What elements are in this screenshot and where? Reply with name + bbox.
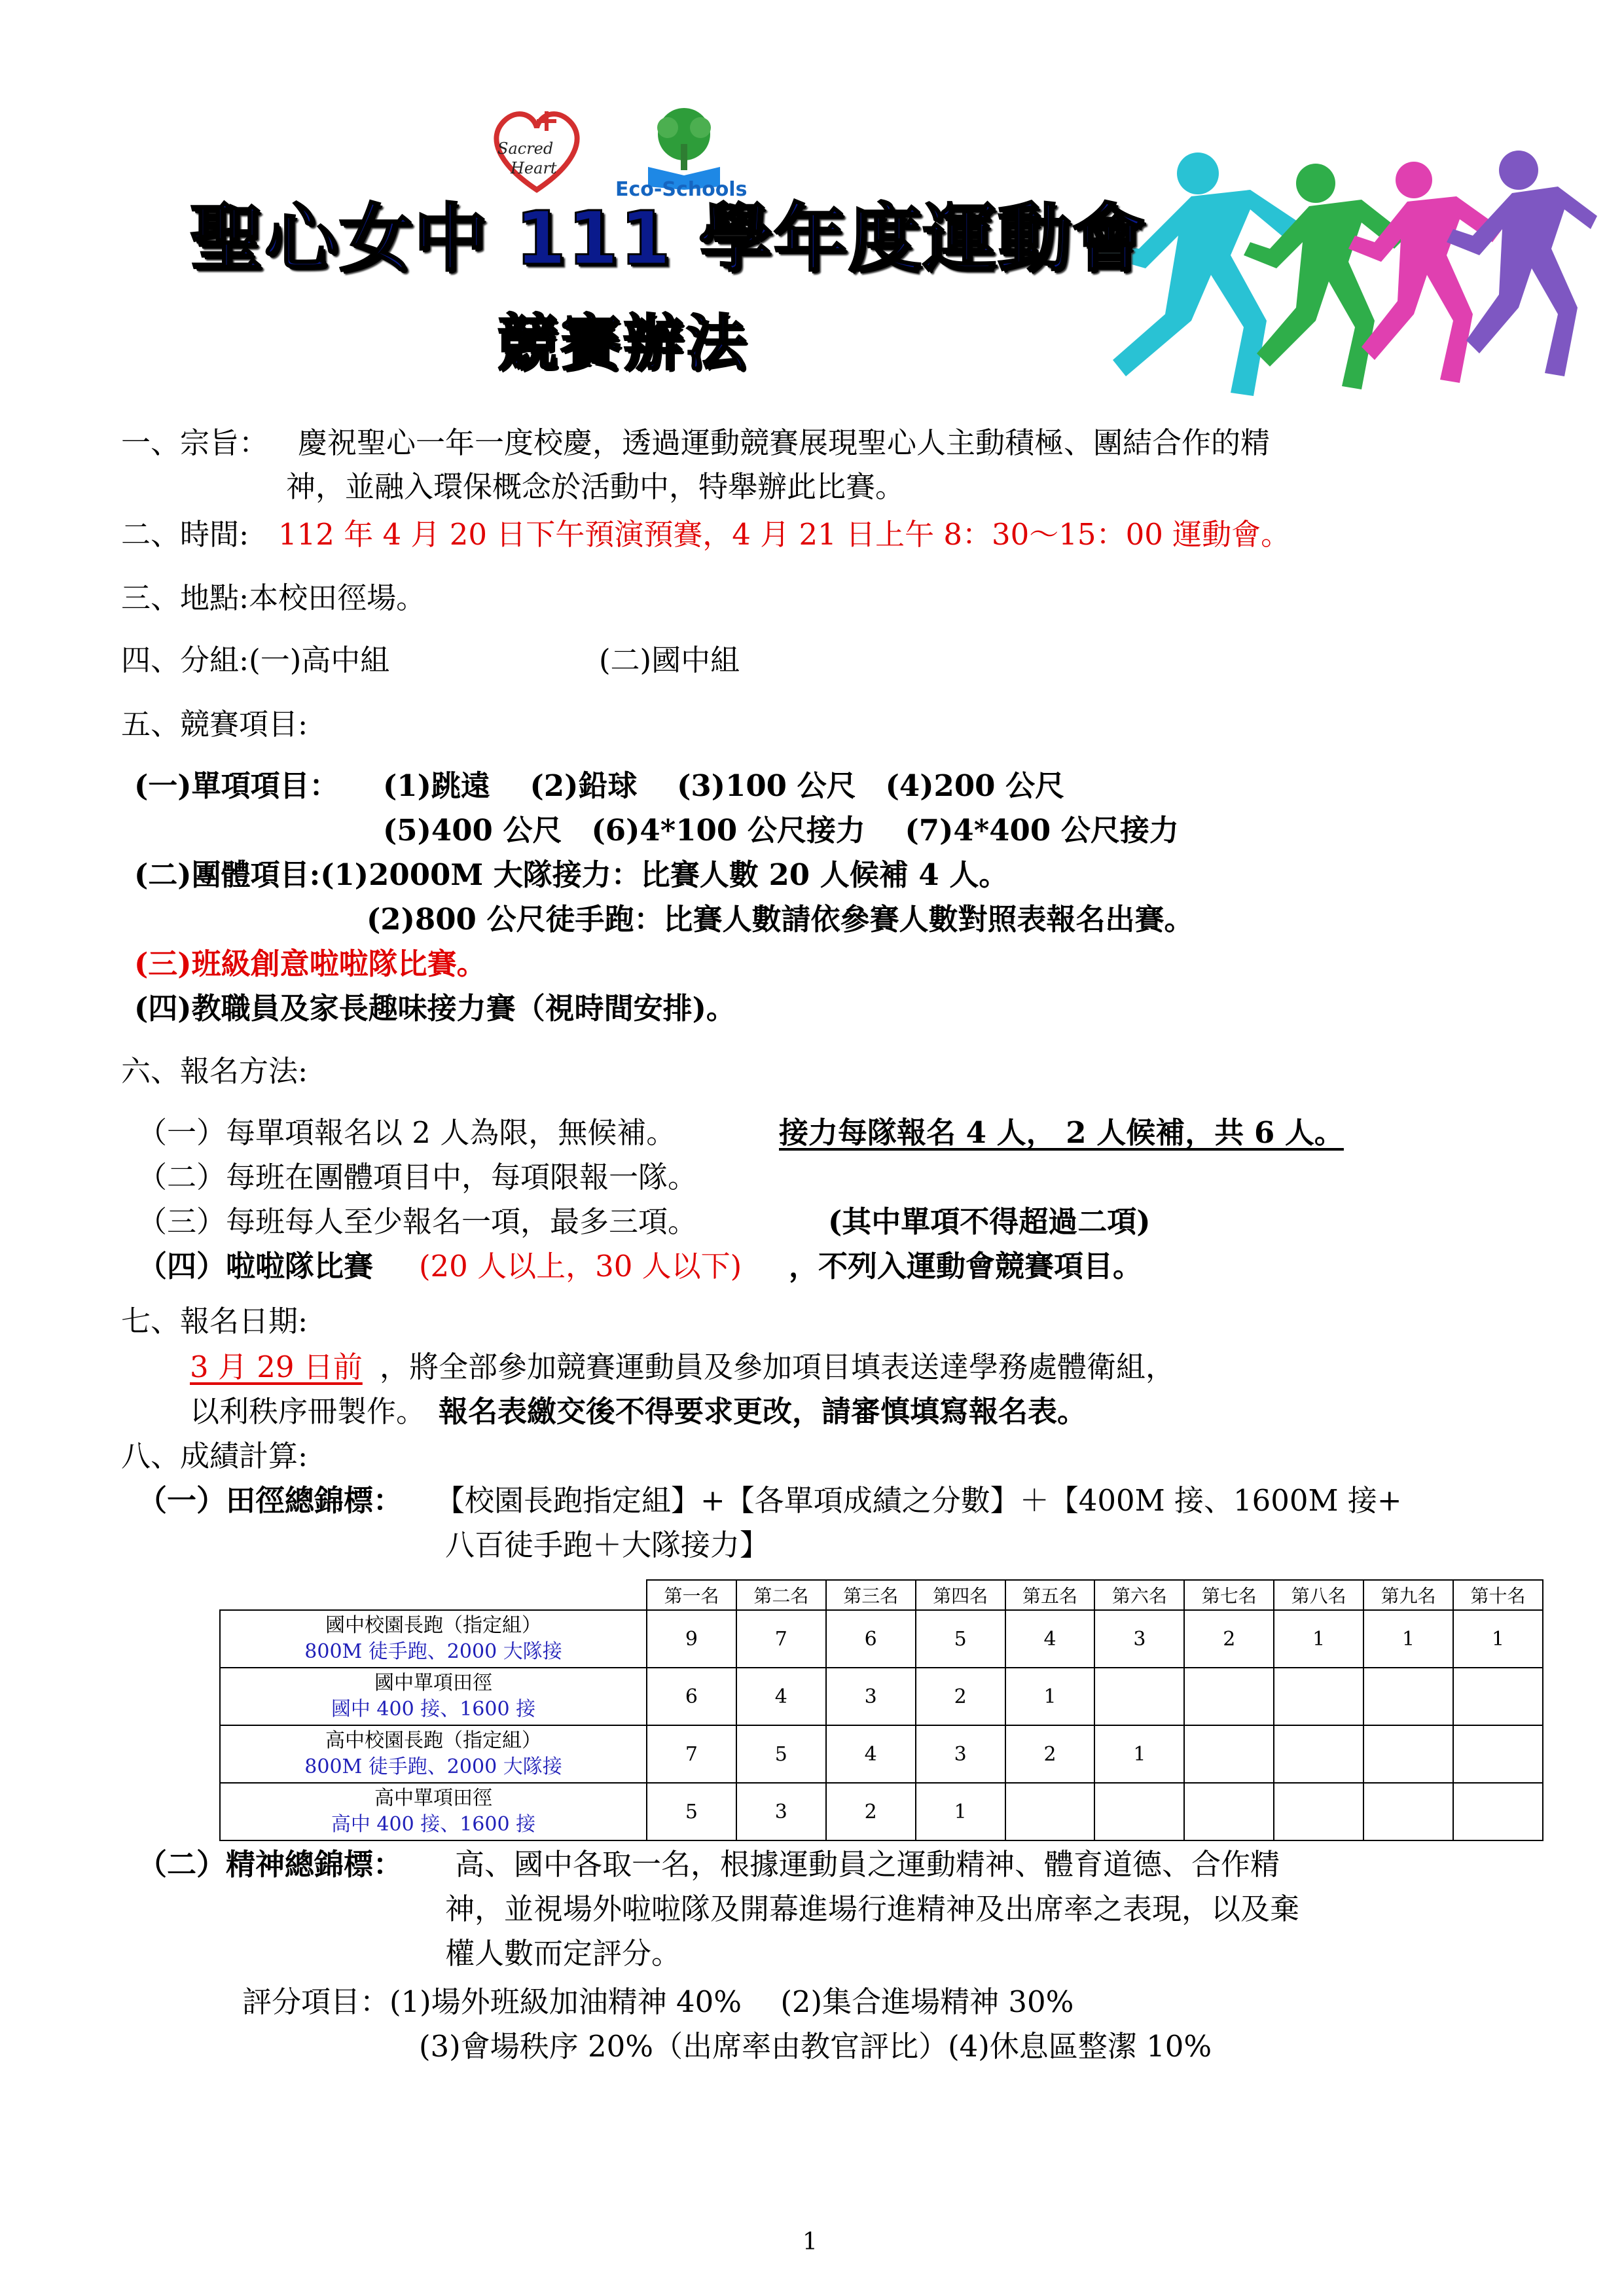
header-cell: 第十名 [1453, 1580, 1543, 1610]
s6-3-b: (其中單項不得超過二項) [828, 1204, 1151, 1239]
s1-line2: 神，並融入環保概念於活動中，特舉辦此比賽。 [286, 469, 905, 504]
score-cell: 1 [1094, 1725, 1184, 1783]
s8-3-line2: (3)會場秩序 20%（出席率由教官評比）(4)休息區整潔 10% [419, 2029, 1212, 2064]
header-cell: 第八名 [1274, 1580, 1363, 1610]
s7-line2-warning: 報名表繳交後不得要求更改，請審慎填寫報名表。 [439, 1394, 1087, 1429]
s5-heading: 五、競賽項目: [121, 707, 308, 742]
s6-2: （二）每班在團體項目中，每項限報一隊。 [137, 1160, 698, 1194]
header-cell: 第九名 [1363, 1580, 1453, 1610]
score-cell [1274, 1725, 1363, 1783]
s8-2-line1: 高、國中各取一名，根據運動員之運動精神、體育道德、合作精 [455, 1847, 1280, 1882]
score-cell: 1 [1005, 1668, 1095, 1725]
page-title: 聖心女中 111 學年度運動會 [190, 196, 1147, 281]
table-row [220, 1783, 1543, 1840]
score-cell: 2 [916, 1668, 1005, 1725]
s8-2-label: （二）精神總錦標： [137, 1847, 403, 1882]
s8-1-formula: 【校園長跑指定組】+【各單項成績之分數】＋【400M 接、1600M 接+ [435, 1483, 1402, 1518]
score-cell [1453, 1668, 1543, 1725]
score-cell [1453, 1783, 1543, 1840]
svg-text:Sacred: Sacred [497, 139, 554, 158]
row-label-sub: 800M 徒手跑、2000 大隊接 [304, 1640, 562, 1663]
score-cell: 5 [647, 1783, 736, 1840]
score-table-header [220, 1580, 1543, 1610]
score-cell: 2 [1005, 1725, 1095, 1783]
score-cell: 1 [1363, 1610, 1453, 1668]
s6-heading: 六、報名方法: [121, 1054, 308, 1088]
s8-1-label: （一）田徑總錦標： [137, 1483, 403, 1518]
score-cell [1363, 1668, 1453, 1725]
score-cell: 3 [1094, 1610, 1184, 1668]
score-cell [1094, 1783, 1184, 1840]
row-label [220, 1725, 647, 1783]
score-cell: 4 [1005, 1610, 1095, 1668]
s5-2-line1: (二)團體項目:(1)2000M 大隊接力：比賽人數 20 人候補 4 人。 [134, 857, 1009, 892]
score-cell: 1 [916, 1783, 1005, 1840]
score-cell: 2 [1184, 1610, 1274, 1668]
score-cell: 3 [916, 1725, 1005, 1783]
page-subtitle: 競賽辦法 [497, 308, 749, 378]
score-table [219, 1579, 1543, 1841]
s6-3-a: （三）每班每人至少報名一項，最多三項。 [137, 1204, 698, 1239]
row-label-main: 高中單項田徑 [374, 1787, 492, 1810]
s7-line2: 以利秩序冊製作。 [190, 1394, 426, 1429]
s1-line1: 慶祝聖心一年一度校慶，透過運動競賽展現聖心人主動積極、團結合作的精 [298, 425, 1271, 460]
score-cell: 5 [916, 1610, 1005, 1668]
score-cell [1453, 1725, 1543, 1783]
s4-junior: (二)國中組 [599, 643, 740, 677]
row-label-main: 國中校園長跑（指定組） [325, 1614, 541, 1637]
score-cell: 2 [826, 1783, 916, 1840]
s8-1-formula2: 八百徒手跑＋大隊接力】 [445, 1528, 770, 1562]
svg-text:Heart: Heart [511, 159, 557, 177]
eco-schools-label: Eco-Schools [615, 178, 748, 201]
header-cell: 第六名 [1094, 1580, 1184, 1610]
s6-4-b: (20 人以上，30 人以下) [419, 1249, 742, 1283]
row-label [220, 1783, 647, 1840]
s8-2-line3: 權人數而定評分。 [445, 1936, 681, 1971]
score-cell [1363, 1783, 1453, 1840]
score-cell: 4 [736, 1668, 826, 1725]
header-cell: 第三名 [826, 1580, 916, 1610]
score-cell: 6 [647, 1668, 736, 1725]
s2-text: 112 年 4 月 20 日下午預演預賽，4 月 21 日上午 8：30～15：00 運動會。 [278, 517, 1291, 552]
row-label-sub: 國中 400 接、1600 接 [331, 1698, 536, 1721]
header-cell: 第七名 [1184, 1580, 1274, 1610]
score-cell [1184, 1783, 1274, 1840]
table-row [220, 1610, 1543, 1668]
score-cell [1274, 1783, 1363, 1840]
header-cell: 第四名 [916, 1580, 1005, 1610]
score-cell: 4 [826, 1725, 916, 1783]
header-cell: 第五名 [1005, 1580, 1095, 1610]
row-label-sub: 800M 徒手跑、2000 大隊接 [304, 1755, 562, 1778]
score-table-corner [220, 1580, 647, 1610]
s6-4-c: ，不列入運動會競賽項目。 [789, 1249, 1143, 1283]
s4-high: 四、分組:(一)高中組 [121, 643, 390, 677]
row-label-main: 高中校園長跑（指定組） [325, 1729, 541, 1752]
s6-1-a: （一）每單項報名以 2 人為限，無候補。 [137, 1115, 676, 1150]
score-cell: 5 [736, 1725, 826, 1783]
table-row [220, 1668, 1543, 1725]
score-cell [1094, 1668, 1184, 1725]
score-cell: 9 [647, 1610, 736, 1668]
score-cell: 7 [647, 1725, 736, 1783]
s3-text: 三、地點:本校田徑場。 [121, 581, 426, 615]
header-cell: 第一名 [647, 1580, 736, 1610]
s8-2-line2: 神，並視場外啦啦隊及開幕進場行進精神及出席率之表現，以及棄 [445, 1892, 1300, 1926]
score-cell: 6 [826, 1610, 916, 1668]
s6-4-a: （四）啦啦隊比賽 [137, 1249, 374, 1283]
score-cell: 3 [736, 1783, 826, 1840]
s5-2-line2: (2)800 公尺徒手跑：比賽人數請依參賽人數對照表報名出賽。 [367, 902, 1194, 937]
score-cell [1274, 1668, 1363, 1725]
runners-illustration [1100, 144, 1597, 406]
table-row [220, 1725, 1543, 1783]
score-cell [1005, 1783, 1095, 1840]
score-cell [1363, 1725, 1453, 1783]
row-label [220, 1610, 647, 1668]
s2-label: 二、時間: [121, 517, 249, 552]
score-cell [1184, 1668, 1274, 1725]
sacred-heart-logo [484, 98, 589, 196]
s6-1-b: 接力每隊報名 4 人， 2 人候補，共 6 人。 [779, 1115, 1344, 1150]
score-cell: 1 [1274, 1610, 1363, 1668]
row-label [220, 1668, 647, 1725]
page-number: 1 [803, 2229, 818, 2255]
s5-3: (三)班級創意啦啦隊比賽。 [134, 946, 486, 981]
score-cell: 1 [1453, 1610, 1543, 1668]
s5-1-items: (1)跳遠 (2)鉛球 (3)100 公尺 (4)200 公尺 [383, 768, 1065, 803]
s5-4: (四)教職員及家長趣味接力賽（視時間安排)。 [134, 991, 736, 1026]
s7-line1: ，將全部參加競賽運動員及參加項目填表送達學務處體衛組， [380, 1350, 1176, 1384]
s7-deadline: 3 月 29 日前 [190, 1350, 363, 1384]
s7-heading: 七、報名日期: [121, 1304, 308, 1338]
row-label-main: 國中單項田徑 [374, 1672, 492, 1695]
header-cell: 第二名 [736, 1580, 826, 1610]
score-cell: 3 [826, 1668, 916, 1725]
s5-1-items2: (5)400 公尺 (6)4*100 公尺接力 (7)4*400 公尺接力 [383, 813, 1179, 848]
s5-1-label: (一)單項項目： [134, 768, 339, 803]
row-label-sub: 高中 400 接、1600 接 [331, 1813, 536, 1836]
score-cell: 7 [736, 1610, 826, 1668]
s1-label: 一、宗旨： [121, 425, 269, 460]
s8-heading: 八、成績計算: [121, 1439, 308, 1473]
s8-3-line1: 評分項目：(1)場外班級加油精神 40% (2)集合進場精神 30% [242, 1984, 1074, 2019]
score-cell [1184, 1725, 1274, 1783]
